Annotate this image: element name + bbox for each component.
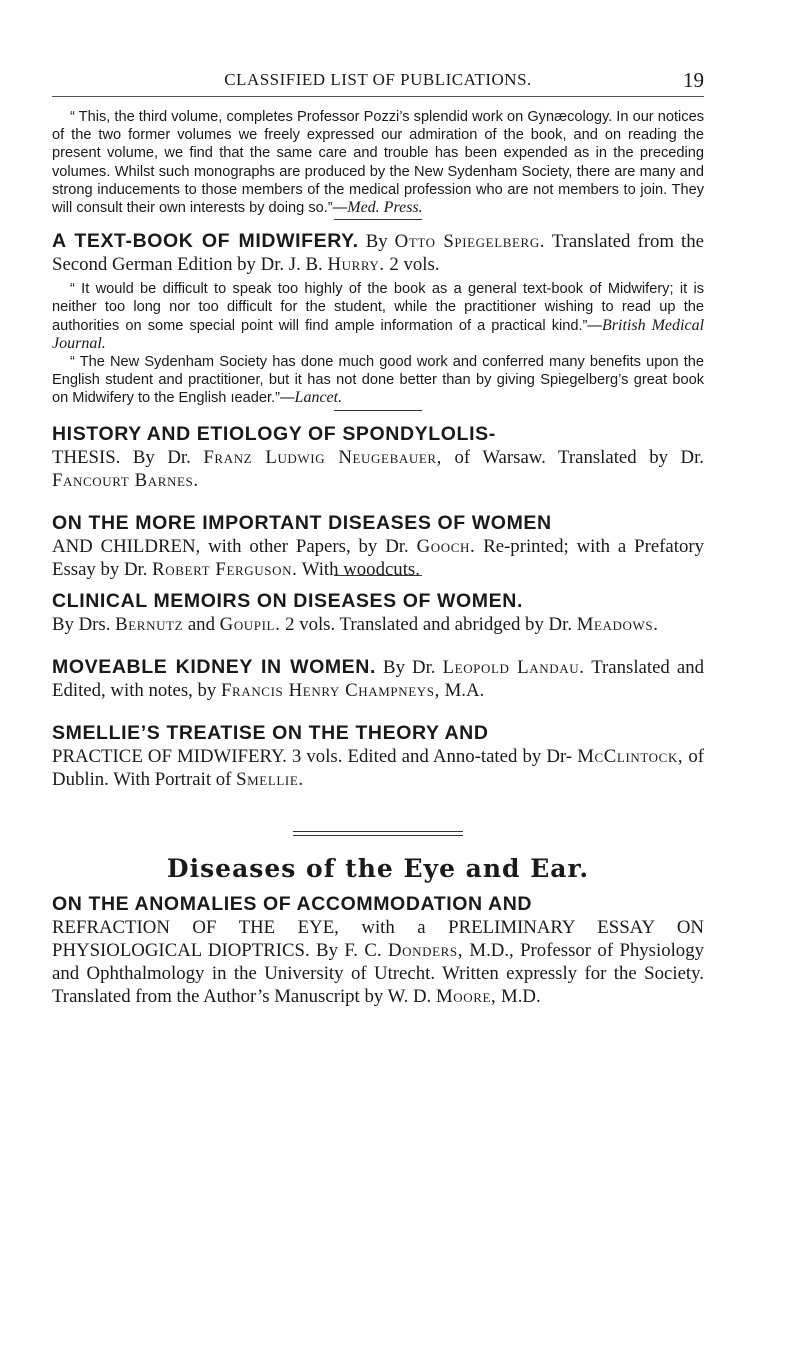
entry-title: MOVEABLE KIDNEY IN WOMEN.	[52, 655, 376, 678]
entry-text: M.A.	[439, 679, 485, 701]
quote-text: “ It would be difficult to speak too highly of the book as a general text-book of Midwifery; it is neither too long nor too difficult for the student, while the practitioner wishing to read up the authorities on some special point will find ample information of a practical kind.”—	[52, 281, 704, 334]
entry-text: By	[358, 231, 395, 253]
entry-title: ON THE MORE IMPORTANT DISEASES OF WOMEN	[52, 511, 552, 534]
entry-title: A TEXT-BOOK OF MIDWIFERY.	[52, 230, 359, 253]
entry-moveable-kidney	[52, 656, 704, 702]
translator-name: Hurry.	[327, 254, 385, 276]
entry-title: CLINICAL MEMOIRS ON DISEASES OF WOMEN.	[52, 589, 523, 612]
editor-name: McClintock,	[577, 745, 684, 767]
bmj-review-quote	[52, 280, 704, 353]
entry-clinical-memoirs	[52, 590, 704, 636]
entry-text: M.D.	[496, 985, 541, 1007]
section-heading: Diseases of the Eye and Ear.	[166, 853, 590, 883]
entry-text: By Dr.	[376, 656, 443, 678]
entry-text: of Warsaw. Translated by Dr.	[441, 446, 704, 468]
entry-text: 2 vols.	[384, 254, 440, 276]
author-name: Franz Ludwig Neugebauer,	[203, 446, 442, 468]
entry-text: Translated and Edited, with notes, by	[52, 656, 704, 701]
separator-rule	[334, 219, 422, 220]
entry-text: 2 vols. Translated and abridged by Dr.	[280, 613, 577, 635]
page-body	[52, 70, 704, 1008]
entry-text: By Drs.	[52, 613, 116, 635]
entry-text: and	[183, 613, 220, 635]
translator-name: Meadows.	[576, 613, 659, 635]
entry-text: Translated from the Second German Edition by Dr. J. B.	[52, 231, 704, 276]
translator-name: Fancourt Barnes.	[52, 469, 199, 491]
entry-title: SMELLIE’S TREATISE ON THE THEORY AND	[52, 721, 489, 744]
quote-source: Med. Press.	[347, 199, 423, 217]
editor-name: Francis Henry Champneys,	[221, 679, 440, 701]
entry-smellies-treatise	[52, 722, 704, 791]
entry-text: THESIS. By Dr.	[52, 446, 204, 468]
author-name: Leopold Landau.	[442, 656, 585, 678]
author-name: Gooch.	[416, 535, 476, 557]
author-name: Bernutz	[115, 613, 184, 635]
author-name: Donders,	[387, 939, 464, 961]
author-name: Robert Ferguson.	[152, 558, 298, 580]
author-name: Smellie.	[236, 768, 304, 790]
entry-text: M.D., Professor of Physiology and Ophthalmology in the University of Utrecht. Written expressly for the Society. Translated from the Author’s Manuscript by W. D.	[52, 939, 704, 1007]
entry-anomalies-of-accommodation	[52, 893, 704, 1008]
entry-text: REFRACTION OF THE EYE, with a PRELIMINARY ESSAY ON PHYSIOLOGICAL DIOPTRICS. By F. C.	[52, 916, 704, 961]
section-divider	[293, 831, 463, 836]
entry-text: Re-printed; with a Prefatory Essay by Dr.	[52, 535, 705, 580]
page-number: 19	[683, 68, 704, 92]
entry-text-book-of-midwifery	[52, 230, 704, 276]
quote-text: “ The New Sydenham Society has done much good work and conferred many benefits upon the English student and practitioner, but it has not done better than by giving Spiegelberg’s great book on Midwifery to the English ıeader.”—	[52, 354, 704, 407]
entry-text: AND CHILDREN, with other Papers, by Dr.	[52, 535, 417, 557]
quote-source: British Medical Journal.	[52, 316, 705, 352]
running-head-title: CLASSIFIED LIST OF PUBLICATIONS.	[224, 70, 532, 89]
entry-text: PRACTICE OF MIDWIFERY. 3 vols. Edited and Anno-tated by Dr-	[52, 745, 578, 767]
author-name: Otto Spiegelberg.	[394, 231, 546, 253]
entry-diseases-women-children	[52, 512, 704, 581]
entry-title: HISTORY AND ETIOLOGY OF SPONDYLOLIS-	[52, 422, 496, 445]
pozzi-review-quote	[52, 108, 704, 217]
quote-source: Lancet.	[294, 389, 343, 407]
entry-title: ON THE ANOMALIES OF ACCOMMODATION AND	[52, 892, 533, 915]
separator-rule	[334, 410, 422, 411]
entry-spondylolisthesis	[52, 423, 704, 492]
lancet-review-quote	[52, 353, 704, 408]
entry-text: of Dublin. With Portrait of	[52, 745, 704, 790]
author-name: Goupil.	[219, 613, 281, 635]
quote-text: “ This, the third volume, completes Professor Pozzi’s splendid work on Gynæcology. In our notices of the two former volumes we freely expressed our admiration of the book, and on reading the present volume, we find that the same care and trouble has been expended as in the preceding volumes. Whilst such monographs are produced by the New Sydenham Society, there are many and strong inducements to those members of the medical profession who are not members to join. They will consult their own interests by doing so.”—	[52, 109, 704, 217]
entry-text: With woodcuts.	[297, 558, 420, 580]
translator-name: Moore,	[435, 985, 497, 1007]
